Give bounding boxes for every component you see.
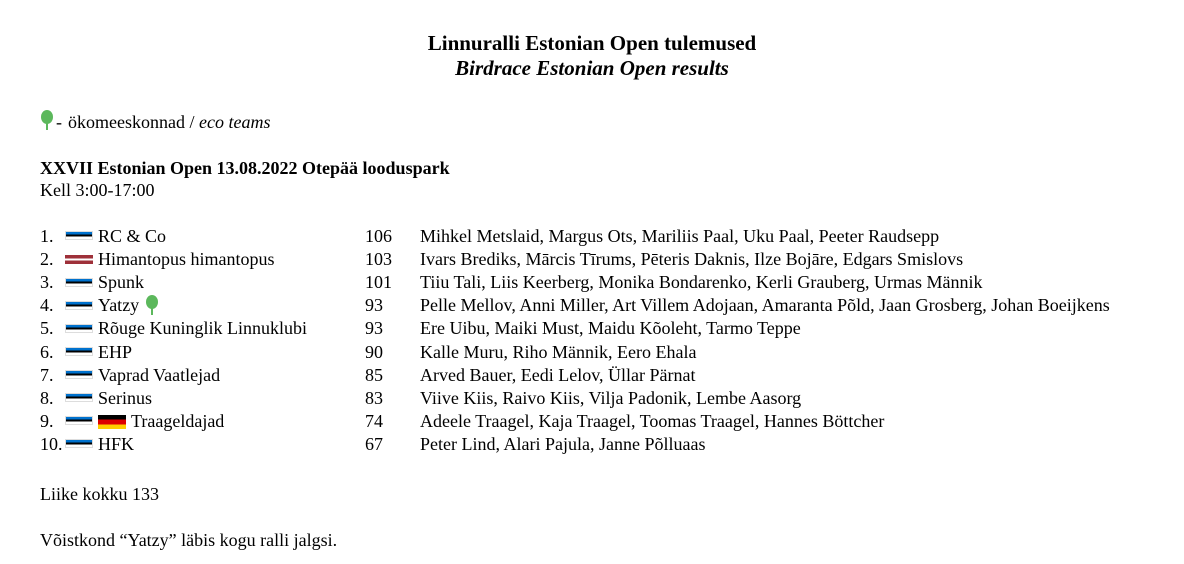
score: 93	[365, 295, 383, 316]
team-cell	[65, 317, 365, 340]
team-members: Kalle Muru, Riho Männik, Eero Ehala	[420, 341, 697, 362]
score: 93	[365, 318, 383, 339]
team-cell	[65, 248, 365, 271]
table-row	[40, 317, 1110, 340]
tree-icon	[40, 110, 54, 130]
rank: 1.	[40, 226, 54, 247]
score: 67	[365, 433, 383, 454]
eco-legend	[40, 110, 270, 134]
team-name: EHP	[98, 341, 133, 362]
table-row	[40, 387, 1110, 410]
species-total: Liike kokku 133	[40, 484, 159, 504]
page-title	[0, 31, 1184, 81]
team-name: Vaprad Vaatlejad	[98, 364, 221, 385]
score: 74	[365, 410, 383, 431]
flag-ee-icon	[65, 393, 93, 402]
table-row	[40, 410, 1110, 433]
legend-dash: -	[56, 112, 62, 132]
team-cell	[65, 294, 365, 317]
title-english: Birdrace Estonian Open results	[455, 56, 729, 80]
team-members: Ere Uibu, Maiki Must, Maidu Kõoleht, Tarmo Teppe	[420, 318, 801, 339]
event-heading: XXVII Estonian Open 13.08.2022 Otepää looduspark	[40, 158, 450, 178]
team-name: Spunk	[98, 272, 145, 293]
flag-lv-icon	[65, 255, 93, 264]
team-cell	[65, 387, 365, 410]
team-name: Traageldajad	[131, 410, 225, 431]
team-members: Pelle Mellov, Anni Miller, Art Villem Adojaan, Amaranta Põld, Jaan Grosberg, Johan Boeijkens	[420, 295, 1110, 316]
legend-text-en: eco teams	[199, 112, 271, 132]
title-estonian: Linnuralli Estonian Open tulemused	[427, 31, 757, 55]
flag-ee-icon	[65, 324, 93, 333]
score: 90	[365, 341, 383, 362]
score: 101	[365, 272, 392, 293]
rank: 6.	[40, 341, 54, 362]
rank: 5.	[40, 318, 54, 339]
score: 83	[365, 387, 383, 408]
results-table	[40, 225, 1110, 456]
footnote: Võistkond “Yatzy” läbis kogu ralli jalgsi.	[40, 530, 338, 550]
team-members: Tiiu Tali, Liis Keerberg, Monika Bondarenko, Kerli Grauberg, Urmas Männik	[420, 272, 983, 293]
team-cell	[65, 410, 365, 433]
table-row	[40, 433, 1110, 456]
team-cell	[65, 225, 365, 248]
team-cell	[65, 364, 365, 387]
team-cell	[65, 340, 365, 363]
team-cell	[65, 271, 365, 294]
flag-ee-icon	[65, 231, 93, 240]
legend-separator: /	[184, 112, 199, 132]
team-name: HFK	[98, 433, 135, 454]
rank: 8.	[40, 387, 54, 408]
score: 106	[365, 226, 392, 247]
flag-ee-icon	[65, 347, 93, 356]
table-row	[40, 248, 1110, 271]
team-name: Yatzy	[98, 295, 140, 316]
team-members: Mihkel Metslaid, Margus Ots, Mariliis Paal, Uku Paal, Peeter Raudsepp	[420, 226, 940, 247]
score: 85	[365, 364, 383, 385]
team-name: Himantopus himantopus	[98, 249, 275, 270]
flag-ee-icon	[65, 439, 93, 448]
flag-de-icon	[98, 415, 126, 429]
flag-ee-icon	[65, 416, 93, 425]
rank: 7.	[40, 364, 54, 385]
table-row	[40, 364, 1110, 387]
team-members: Ivars Brediks, Mārcis Tīrums, Pēteris Daknis, Ilze Bojāre, Edgars Smislovs	[420, 249, 964, 270]
flag-ee-icon	[65, 278, 93, 287]
table-row	[40, 271, 1110, 294]
team-members: Adeele Traagel, Kaja Traagel, Toomas Traagel, Hannes Böttcher	[420, 410, 885, 431]
table-row	[40, 294, 1110, 317]
rank: 9.	[40, 410, 54, 431]
team-cell	[65, 433, 365, 456]
flag-ee-icon	[65, 301, 93, 310]
flag-ee-icon	[65, 370, 93, 379]
score: 103	[365, 249, 392, 270]
table-row	[40, 225, 1110, 248]
event-time: Kell 3:00-17:00	[40, 180, 155, 200]
table-row	[40, 340, 1110, 363]
team-members: Peter Lind, Alari Pajula, Janne Põlluaas	[420, 433, 706, 454]
legend-text-et: ökomeeskonnad	[68, 112, 185, 132]
rank: 4.	[40, 295, 54, 316]
team-members: Arved Bauer, Eedi Lelov, Üllar Pärnat	[420, 364, 696, 385]
rank: 2.	[40, 249, 54, 270]
tree-icon	[145, 295, 159, 315]
rank: 3.	[40, 272, 54, 293]
team-name: Serinus	[98, 387, 152, 408]
team-members: Viive Kiis, Raivo Kiis, Vilja Padonik, Lembe Aasorg	[420, 387, 802, 408]
team-name: RC & Co	[98, 226, 167, 247]
team-name: Rõuge Kuninglik Linnuklubi	[98, 318, 307, 339]
rank: 10.	[40, 433, 63, 454]
